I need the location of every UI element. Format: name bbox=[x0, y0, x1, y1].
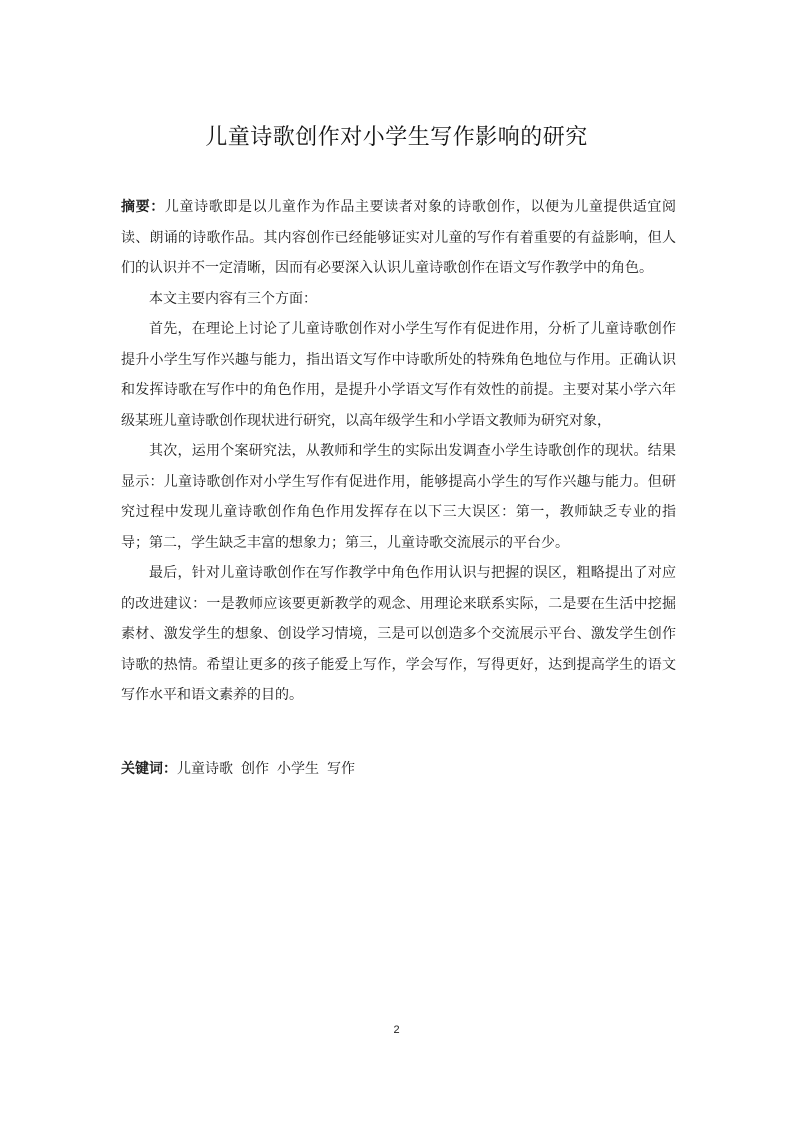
body-paragraph-second: 其次，运用个案研究法，从教师和学生的实际出发调查小学生诗歌创作的现状。结果显示：儿童诗歌创作对小学生写作有促进作用，能够提高小学生的写作兴趣与能力。但研究过程中发现儿童诗歌创作角色作用发挥存在以下三大误区：第一，教师缺乏专业的指导；第二，学生缺乏丰富的想象力；第三，儿童诗歌交流展示的平台少。 bbox=[121, 443, 676, 551]
keyword-item: 小学生 bbox=[277, 761, 319, 777]
body-paragraph-first: 首先，在理论上讨论了儿童诗歌创作对小学生写作有促进作用，分析了儿童诗歌创作提升小学生写作兴趣与能力，指出语文写作中诗歌所处的特殊角色地位与作用。正确认识和发挥诗歌在写作中的角色作用，是提升小学语文写作有效性的前提。主要对某小学六年级某班儿童诗歌创作现状进行研究，以高年级学生和小学语文教师为研究对象， bbox=[121, 321, 676, 429]
abstract-paragraph bbox=[121, 192, 676, 284]
page-title: 儿童诗歌创作对小学生写作影响的研究 bbox=[205, 125, 588, 150]
keywords-section bbox=[121, 754, 676, 784]
page-number: 2 bbox=[393, 1024, 400, 1036]
abstract-label: 摘要： bbox=[121, 199, 165, 215]
body-paragraph-intro: 本文主要内容有三个方面： bbox=[149, 290, 317, 307]
body-paragraph-final: 最后，针对儿童诗歌创作在写作教学中角色作用认识与把握的误区，粗略提出了对应的改进建议：一是教师应该要更新教学的观念、用理论来联系实际，二是要在生活中挖掘素材、激发学生的想象、创设学习情境，三是可以创造多个交流展示平台、激发学生创作诗歌的热情。希望让更多的孩子能爱上写作，学会写作，写得更好，达到提高学生的语文写作水平和语文素养的目的。 bbox=[121, 565, 676, 703]
keyword-item: 写作 bbox=[327, 761, 355, 777]
keyword-item: 创作 bbox=[241, 761, 269, 777]
abstract-text: 儿童诗歌即是以儿童作为作品主要读者对象的诗歌创作，以便为儿童提供适宜阅读、朗诵的诗歌作品。其内容创作已经能够证实对儿童的写作有着重要的有益影响，但人们的认识并不一定清晰，因而有必要深入认识儿童诗歌创作在语文写作教学中的角色。 bbox=[121, 199, 677, 276]
abstract-section bbox=[121, 192, 676, 711]
keyword-item: 儿童诗歌 bbox=[177, 761, 233, 777]
keywords-label: 关键词： bbox=[121, 761, 177, 777]
